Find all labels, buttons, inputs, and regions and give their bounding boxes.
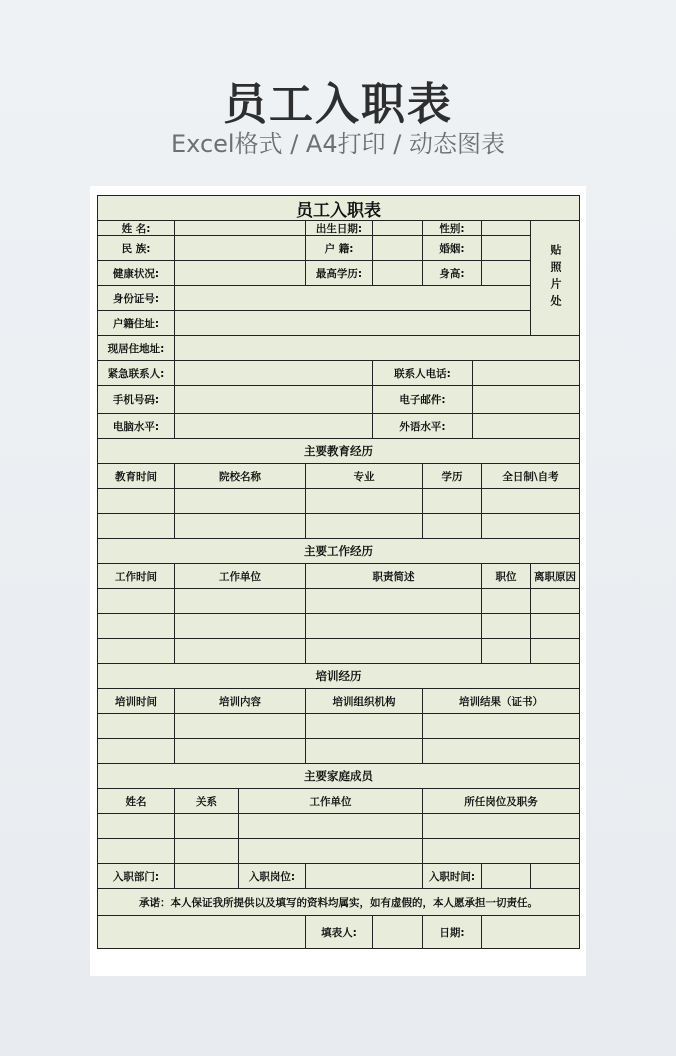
banner-subtitle: Excel格式 / A4打印 / 动态图表 xyxy=(171,130,505,158)
education-column-header: 专业 xyxy=(306,464,423,489)
date-label: 日期: xyxy=(423,916,482,948)
marriage-field[interactable] xyxy=(482,236,531,261)
work-cell[interactable] xyxy=(531,614,579,639)
work-cell[interactable] xyxy=(306,589,482,614)
height-field[interactable] xyxy=(482,261,531,286)
training-column-header: 培训组织机构 xyxy=(306,689,423,714)
language-level-label: 外语水平: xyxy=(373,414,473,439)
position-field[interactable] xyxy=(306,864,423,889)
filler-label: 填表人: xyxy=(306,916,373,948)
education-column-header: 全日制\自考 xyxy=(482,464,579,489)
education-cell[interactable] xyxy=(306,489,423,514)
health-field[interactable] xyxy=(175,261,306,286)
entry-form-table xyxy=(97,195,580,949)
email-label: 电子邮件: xyxy=(373,386,473,414)
training-cell[interactable] xyxy=(423,714,579,739)
work-cell[interactable] xyxy=(306,639,482,664)
family-cell[interactable] xyxy=(175,814,239,839)
education-cell[interactable] xyxy=(175,514,306,539)
education-cell[interactable] xyxy=(482,514,579,539)
gender-label: 性别: xyxy=(423,221,482,236)
hukou-field[interactable] xyxy=(373,236,423,261)
name-label: 姓 名: xyxy=(98,221,175,236)
training-cell[interactable] xyxy=(306,714,423,739)
computer-level-label: 电脑水平: xyxy=(98,414,175,439)
work-column-header: 离职原因 xyxy=(531,564,579,589)
family-cell[interactable] xyxy=(239,839,423,864)
ethnicity-field[interactable] xyxy=(175,236,306,261)
work-column-header: 职位 xyxy=(482,564,531,589)
emergency-phone-label: 联系人电话: xyxy=(373,361,473,386)
work-cell[interactable] xyxy=(175,589,306,614)
education-cell[interactable] xyxy=(423,514,482,539)
education-column-header: 教育时间 xyxy=(98,464,175,489)
family-cell[interactable] xyxy=(239,814,423,839)
education-column-header: 院校名称 xyxy=(175,464,306,489)
education-cell[interactable] xyxy=(423,489,482,514)
signature-blank xyxy=(98,916,306,948)
birth-label: 出生日期: xyxy=(306,221,373,236)
training-column-header: 培训结果（证书） xyxy=(423,689,579,714)
name-field[interactable] xyxy=(175,221,306,236)
department-field[interactable] xyxy=(175,864,239,889)
education-cell[interactable] xyxy=(482,489,579,514)
family-cell[interactable] xyxy=(423,814,579,839)
mobile-label: 手机号码: xyxy=(98,386,175,414)
family-cell[interactable] xyxy=(175,839,239,864)
department-label: 入职部门: xyxy=(98,864,175,889)
join-time-field[interactable] xyxy=(482,864,531,889)
family-column-header: 所任岗位及职务 xyxy=(423,789,579,814)
family-column-header: 工作单位 xyxy=(239,789,423,814)
health-label: 健康状况: xyxy=(98,261,175,286)
training-column-header: 培训时间 xyxy=(98,689,175,714)
mobile-field[interactable] xyxy=(175,386,373,414)
current-address-field[interactable] xyxy=(175,336,579,361)
education-section-header: 主要教育经历 xyxy=(98,439,579,464)
banner-title: 员工入职表 xyxy=(223,79,453,130)
education-label: 最高学历: xyxy=(306,261,373,286)
hukou-address-field[interactable] xyxy=(175,311,531,336)
family-section-header: 主要家庭成员 xyxy=(98,764,579,789)
work-column-header: 职责简述 xyxy=(306,564,482,589)
work-cell[interactable] xyxy=(98,639,175,664)
date-field[interactable] xyxy=(482,916,579,948)
work-cell[interactable] xyxy=(175,614,306,639)
education-cell[interactable] xyxy=(98,489,175,514)
family-column-header: 关系 xyxy=(175,789,239,814)
work-cell[interactable] xyxy=(98,589,175,614)
training-cell[interactable] xyxy=(175,739,306,764)
work-cell[interactable] xyxy=(531,589,579,614)
work-section-header: 主要工作经历 xyxy=(98,539,579,564)
education-cell[interactable] xyxy=(306,514,423,539)
work-column-header: 工作单位 xyxy=(175,564,306,589)
emergency-contact-label: 紧急联系人: xyxy=(98,361,175,386)
current-address-label: 现居住地址: xyxy=(98,336,175,361)
photo-box: 贴照片处 xyxy=(531,221,579,336)
training-column-header: 培训内容 xyxy=(175,689,306,714)
work-cell[interactable] xyxy=(98,614,175,639)
join-time-label: 入职时间: xyxy=(423,864,482,889)
marriage-label: 婚姻: xyxy=(423,236,482,261)
work-cell[interactable] xyxy=(306,614,482,639)
education-field[interactable] xyxy=(373,261,423,286)
work-cell[interactable] xyxy=(482,589,531,614)
hukou-label: 户 籍: xyxy=(306,236,373,261)
work-cell[interactable] xyxy=(482,614,531,639)
training-cell[interactable] xyxy=(306,739,423,764)
family-column-header: 姓名 xyxy=(98,789,175,814)
training-cell[interactable] xyxy=(175,714,306,739)
family-cell[interactable] xyxy=(98,839,175,864)
email-field[interactable] xyxy=(473,386,579,414)
education-column-header: 学历 xyxy=(423,464,482,489)
height-label: 身高: xyxy=(423,261,482,286)
work-cell[interactable] xyxy=(531,639,579,664)
education-cell[interactable] xyxy=(98,514,175,539)
id-label: 身份证号: xyxy=(98,286,175,311)
ethnicity-label: 民 族: xyxy=(98,236,175,261)
work-cell[interactable] xyxy=(482,639,531,664)
training-section-header: 培训经历 xyxy=(98,664,579,689)
pledge-text: 承诺：本人保证我所提供以及填写的资料均属实，如有虚假的，本人愿承担一切责任。 xyxy=(98,889,579,916)
form-title: 员工入职表 xyxy=(98,196,579,221)
hukou-address-label: 户籍住址: xyxy=(98,311,175,336)
work-column-header: 工作时间 xyxy=(98,564,175,589)
id-field[interactable] xyxy=(175,286,531,311)
training-cell[interactable] xyxy=(98,714,175,739)
join-time-extra[interactable] xyxy=(531,864,579,889)
language-level-field[interactable] xyxy=(473,414,579,439)
family-cell[interactable] xyxy=(98,814,175,839)
birth-field[interactable] xyxy=(373,221,423,236)
filler-field[interactable] xyxy=(373,916,423,948)
computer-level-field[interactable] xyxy=(175,414,373,439)
emergency-phone-field[interactable] xyxy=(473,361,579,386)
education-cell[interactable] xyxy=(175,489,306,514)
position-label: 入职岗位: xyxy=(239,864,306,889)
gender-field[interactable] xyxy=(482,221,531,236)
training-cell[interactable] xyxy=(98,739,175,764)
training-cell[interactable] xyxy=(423,739,579,764)
family-cell[interactable] xyxy=(423,839,579,864)
emergency-contact-field[interactable] xyxy=(175,361,373,386)
work-cell[interactable] xyxy=(175,639,306,664)
